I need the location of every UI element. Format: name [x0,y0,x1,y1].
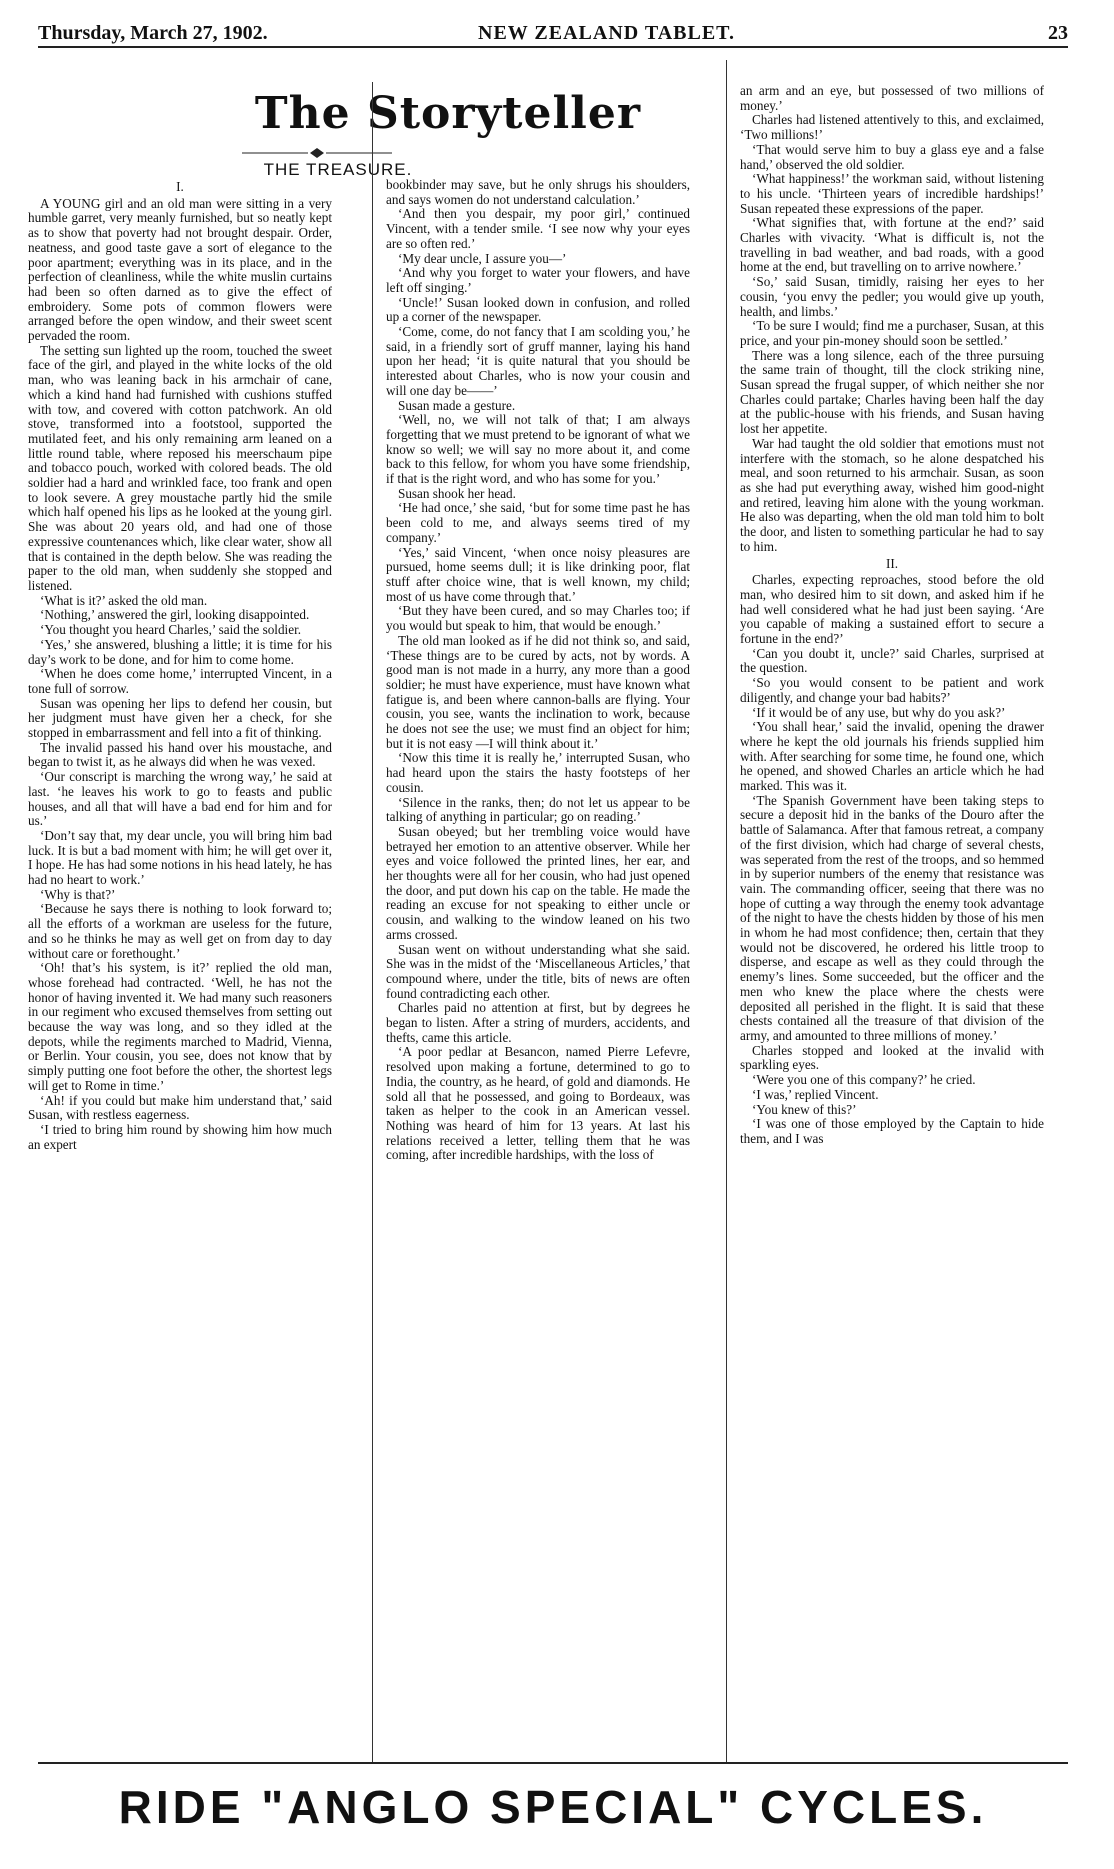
paragraph: ‘Nothing,’ answered the girl, looking disappointed. [40,607,310,623]
text-column-1 [28,178,332,1758]
paragraph: ‘A poor pedlar at Besancon, named Pierre Lefevre, resolved upon making a fortune, determined to go to India, the country, as he heard, of gold and diamonds. He sold all that he possessed, and going to Bordeaux, was taken as helper to the cook in an American vessel. Nothing was heard of him for 13 years. At last his relations received a letter, telling them that he was coming, after incredible hardships, with the loss of [386,1044,690,1163]
paragraph: ‘So you would consent to be patient and work diligently, and change your bad habits?’ [740,675,1044,705]
paragraph: Charles stopped and looked at the invalid with sparkling eyes. [740,1042,1044,1073]
paragraph: ‘Silence in the ranks, then; do not let us appear to be talking of anything in particular; go on reading.’ [386,794,690,825]
issue-date: Thursday, March 27, 1902. [38,22,268,44]
chapter-heading: I. [176,179,184,194]
paragraph: ‘He had once,’ she said, ‘but for some time past he has been cold to me, and always seems tired of my company.’ [386,500,690,545]
paragraph: The invalid passed his hand over his moustache, and began to twist it, as he always did when he was vexed. [28,739,332,770]
paragraph: ‘What is it?’ asked the old man. [40,592,208,608]
paragraph: A YOUNG girl and an old man were sitting in a very humble garret, very meanly furnished, but so neatly kept as to show that poverty had not brought despair. Order, neatness, and good taste gave a sort of elegance to the poor apartment; everything was in its place, and in the perfection of cleanliness, while the white muslin curtains had been so often darned as to give the effect of embroidery. Some pots of common flowers were arranged before the open window, and their sweet scent pervaded the room. [28,195,332,344]
column-divider [726,60,727,1762]
text-column-3 [740,84,1044,1758]
chapter-heading: II. [885,555,899,571]
ornament-divider [242,148,392,158]
paragraph: ‘The Spanish Government have been taking steps to secure a deposit hid in the banks of the Douro after the battle of Salamanca. After that famous retreat, a company of the first division, which had charge of several chests, was seperated from the rest of the troops, and so hemmed in by superior numbers of the enemy that resistance was vain. The commanding officer, seeing that there was no hope of cutting a way through the enemy took advantage of the night to have the chests hidden by those of his men in whom he had most confidence; then, certain that they would not be discovered, he ordered his little troop to disperse, and escape as well as they could through the enemy’s lines. Some succeeded, but the officer and the men who knew the place where the chests were deposited all perished in the flight. It is said that these chests contained all the treasure of that division of the army, and amounted to three millions of money.’ [740,792,1044,1043]
paragraph: War had taught the old soldier that emotions must not interfere with the stomach, so he alone despatched his meal, and soon returned to his armchair. Susan, as soon as she had put everything away, wished him good-night and retired, leaving him alone with the young workman. He also was departing, when the old man told him to bolt the door, and listen to something particular he had to say to him. [740,435,1044,554]
publication-title: NEW ZEALAND TABLET. [478,22,736,44]
paragraph: ‘Well, no, we will not talk of that; I am always forgetting that we must pretend to be ignorant of what we know so well; we will say no more about it, and come back to this fellow, for whom you have some friendship, if that is the right word, and who has some for you.’ [386,412,690,487]
paragraph: ‘Come, come, do not fancy that I am scolding you,’ he said, in a friendly sort of gruff manner, laying his hand upon her head; ‘it is quite natural that you should be interested about Charles, who is now your cousin and will one day be——’ [386,324,690,398]
paragraph: ‘When he does come home,’ interrupted Vincent, in a tone full of sorrow. [28,666,332,696]
paragraph: ‘You knew of this?’ [752,1101,857,1117]
paragraph: The setting sun lighted up the room, touched the sweet face of the girl, and played in the white locks of the old man, who was leaning back in his armchair of cane, which a kind hand had furnished with cushions stuffed with tow, and covered with cotton patchwork. An old stove, transformed into a footstool, supported the mutilated feet, and his only remaining arm leaned on a little round table, where reposed his meerschaum pipe and tobacco pouch, worked with colored beads. The old soldier had a hard and wrinkled face, too frank and open to look severe. A grey moustache partly hid the smile which half opened his lips as he looked at the young girl. She was about 20 years old, and had one of those expressive countenances which, like clear water, show all that is contained in the depth below. She was reading the paper to the old man, when suddenly she stopped and listened. [28,342,332,593]
story-masthead [28,78,690,178]
paragraph: ‘My dear uncle, I assure you—’ [398,250,567,266]
paragraph: ‘Don’t say that, my dear uncle, you will bring him bad luck. It is but a bad moment with him; he will get over it, I hope. He has had some notions in his head lately, he has had no heart to work.’ [28,827,332,888]
paragraph: ‘Now this time it is really he,’ interrupted Susan, who had heard upon the stairs the hasty footsteps of her cousin. [386,750,690,795]
running-head [38,16,1068,46]
paragraph: ‘And then you despair, my poor girl,’ continued Vincent, with a tender smile. ‘I see now why your eyes are so often red.’ [386,206,690,251]
paragraph: ‘You shall hear,’ said the invalid, opening the drawer where he kept the old journals his friends supplied him with. After searching for some time, he found one, which he opened, and showed Charles an article which he had marked. This was it. [740,719,1044,794]
paragraph: ‘What happiness!’ the workman said, without listening to his uncle. ‘Thirteen years of incredible hardships!’ Susan repeated these expressions of the paper. [740,171,1044,216]
paragraph: ‘Our conscript is marching the wrong way,’ he said at last. ‘he leaves his work to go to feasts and public houses, and all that will have a bad end for him and for us.’ [28,769,332,829]
paragraph: ‘What signifies that, with fortune at the end?’ said Charles with vivacity. ‘What is difficult is, not the travelling in bad weather, and bad roads, with a good home at the end, but travelling on to arrive nowhere.’ [740,215,1044,275]
paragraph: ‘Yes,’ said Vincent, ‘when once noisy pleasures are pursued, home seems dull; it is like drinking poor, flat stuff after choice wine, that is well known, my child; most of us have come through that.’ [386,544,690,604]
paragraph: There was a long silence, each of the three pursuing the same train of thought, till the clock striking nine, Susan spread the frugal supper, of which neither she nor Charles could partake; Charles having been half the day at the public-house with his friends, and Susan having lost her appetite. [740,347,1044,437]
paragraph: Susan obeyed; but her trembling voice would have betrayed her emotion to an attentive observer. While her eyes and voice followed the printed lines, her ear, and her thoughts were all for her cousin, who had just opened the door, and put down his cap on the table. He made the reading an excuse for not speaking to either uncle or cousin, and walking to the window leaned on his two arms crossed. [386,823,690,942]
paragraph: ‘Were you one of this company?’ he cried. [752,1072,976,1088]
paragraph: ‘And why you forget to water your flowers, and have left off singing.’ [386,265,690,295]
advertisement-banner: RIDE "ANGLO SPECIAL" CYCLES. [118,1781,988,1833]
paragraph: Susan was opening her lips to defend her cousin, but her judgment must have given her a check, for she stopped in embarrassment and fell into a fit of thinking. [28,695,332,741]
paragraph: Charles, expecting reproaches, stood before the old man, who desired him to sit down, and asked him if he had well considered what he had just been saying. ‘Are you capable of making a sustained effort to secure a fortune in the end?’ [740,572,1044,647]
text-column-2 [386,178,690,1758]
paragraph: ‘I was,’ replied Vincent. [752,1086,879,1102]
paragraph: Susan made a gesture. [398,397,516,413]
paragraph: Charles paid no attention at first, but by degrees he began to listen. After a string of murders, accidents, and thefts, came this article. [386,1000,690,1045]
paragraph: ‘Can you doubt it, uncle?’ said Charles, surprised at the question. [740,645,1044,676]
paragraph: ‘I tried to bring him round by showing him how much an expert [28,1122,332,1152]
column-divider [372,82,373,1762]
paragraph: ‘You thought you heard Charles,’ said the soldier. [40,622,302,638]
paragraph: ‘Because he says there is nothing to look forward to; all the efforts of a workman are useless for the future, and so he thinks he may as well get on from day to day without care or forethought.’ [28,901,332,961]
section-title: The Storyteller [254,88,642,139]
header-rule [38,46,1068,48]
paragraph: bookbinder may save, but he only shrugs his shoulders, and says women do not understand calculation.’ [386,178,690,207]
paragraph: an arm and an eye, but possessed of two millions of money.’ [740,84,1044,113]
paragraph: Susan shook her head. [398,485,516,501]
footer-rule [38,1762,1068,1764]
paragraph: ‘Why is that?’ [40,886,116,902]
paragraph: ‘That would serve him to buy a glass eye and a false hand,’ observed the old soldier. [740,141,1044,172]
paragraph: ‘So,’ said Susan, timidly, raising her eyes to her cousin, ‘you envy the pedler; you would give up youth, health, and limbs.’ [740,274,1044,319]
paragraph: ‘But they have been cured, and so may Charles too; if you would but speak to him, that would be enough.’ [386,603,690,634]
paragraph: ‘Ah! if you could but make him understand that,’ said Susan, with restless eagerness. [28,1092,332,1123]
page-number: 23 [1048,22,1068,44]
paragraph: The old man looked as if he did not think so, and said, ‘These things are to be cured by acts, not by words. A good man is not made in a hurry, any more than a good soldier; he must have experience, must have known what fatigue is, and been where cannon-balls are flying. Your cousin, you see, wants the inclination to work, because he does not see the use; we must find an object for him; but it is not easy —I will think about it.’ [386,632,690,751]
paragraph: ‘Oh! that’s his system, is it?’ replied the old man, whose forehead had contracted. ‘Well, he has not the honor of having invented it. We had many such reasoners in our regiment who excused themselves from setting out because the way was long, and so they idled at the depots, while the regiments marched to Madrid, Vienna, or Berlin. Your cousin, you see, does not know that by simply putting one foot before the other, the shortest legs will get to Rome in time.’ [28,960,332,1093]
paragraph: ‘Yes,’ she answered, blushing a little; it is time for his day’s work to be done, and for him to come home. [28,636,332,667]
story-subtitle: THE TREASURE. [263,160,413,179]
paragraph: ‘Uncle!’ Susan looked down in confusion, and rolled up a corner of the newspaper. [386,294,690,325]
paragraph: Susan went on without understanding what she said. She was in the midst of the ‘Miscellaneous Articles,’ that compound where, under the title, bits of news are often found contradicting each other. [386,941,690,1001]
paragraph: ‘If it would be of any use, but why do you ask?’ [752,704,1006,720]
paragraph: ‘I was one of those employed by the Captain to hide them, and I was [740,1116,1044,1146]
paragraph: Charles had listened attentively to this, and exclaimed, ‘Two millions!’ [740,112,1044,143]
paragraph: ‘To be sure I would; find me a purchaser, Susan, at this price, and your pin-money should soon be settled.’ [740,318,1044,348]
